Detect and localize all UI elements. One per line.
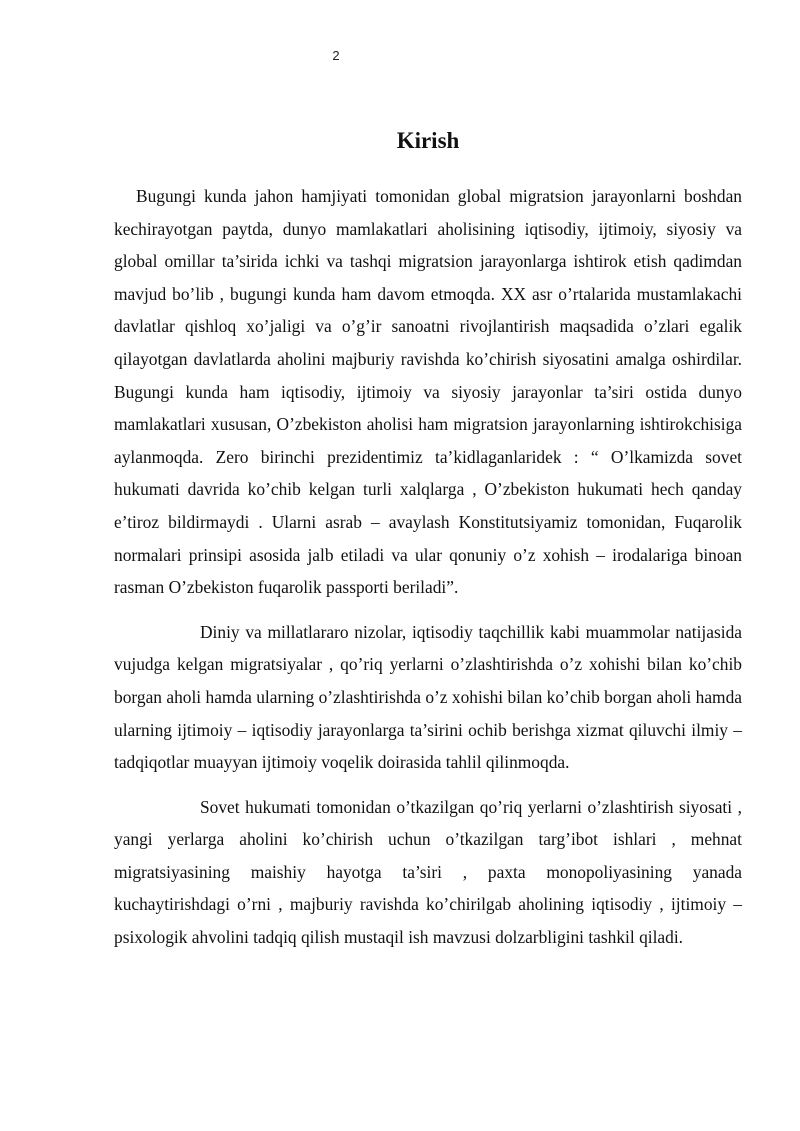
page-title: Kirish [396,128,460,153]
paragraph-3: Sovet hukumati tomonidan o’tkazilgan qo’riq yerlarni o’zlashtirish siyosati , yangi yerlarga aholini ko’chirish uchun o’tkazilgan targ’ibot ishlari , mehnat migratsiyasining maishiy hayotga ta’siri , paxta monopoliyasining yanada kuchaytirishdagi o’rni , majburiy ravishda ko’chirilgab aholining iqtisodiy , ijtimoiy – psixologik ahvolini tadqiq qilish mustaqil ish mavzusi dolzarbligini tashkil qiladi. [114,796,742,948]
paragraph-2: Diniy va millatlararo nizolar, iqtisodiy taqchillik kabi muammolar natijasida vujudga kelgan migratsiyalar , qo’riq yerlarni o’zlashtirishda o’z xohishi bilan ko’chib borgan aholi hamda ularning o’zlashtirishda o’z xohishi bilan ko’chib borgan aholi hamda ularning ijtimoiy – iqtisodiy jarayonlarga ta’sirini ochib berishga xizmat qiluvchi ilmiy – tadqiqotlar muayyan ijtimoiy voqelik doirasida tahlil qilinmoqda. [114,621,742,773]
page-number: 2 [332,48,340,63]
body-text [114,180,742,954]
paragraph-1: Bugungi kunda jahon hamjiyati tomonidan global migratsion jarayonlarni boshdan kechirayotgan paytda, dunyo mamlakatlari aholisining iqtisodiy, ijtimoiy, siyosiy va global omillar ta’sirida ichki va tashqi migratsion jarayonlarga ishtirok etish qadimdan mavjud bo’lib , bugungi kunda ham davom etmoqda. XX asr o’rtalarida mustamlakachi davlatlar qishloq xo’jaligi va o’g’ir sanoatni rivojlantirish maqsadida o’zlari egalik qilayotgan davlatlarda aholini majburiy ravishda ko’chirish siyosatini amalga oshirdilar. Bugungi kunda ham iqtisodiy, ijtimoiy va siyosiy jarayonlar ta’siri ostida dunyo mamlakatlari xususan, O’zbekiston aholisi ham migratsion jarayonlarning ishtirokchisiga aylanmoqda. Zero birinchi prezidentimiz ta’kidlaganlaridek : “ O’lkamizda sovet hukumati davrida ko’chib kelgan turli xalqlarga , O’zbekiston hukumati hech qanday e’tiroz bildirmaydi . Ularni asrab – avaylash Konstitutsiyamiz tomonidan, Fuqarolik normalari prinsipi asosida jalb etiladi va ular qonuniy o’z xohish – irodalariga binoan rasman O’zbekiston fuqarolik passporti beriladi”. [114,186,742,598]
